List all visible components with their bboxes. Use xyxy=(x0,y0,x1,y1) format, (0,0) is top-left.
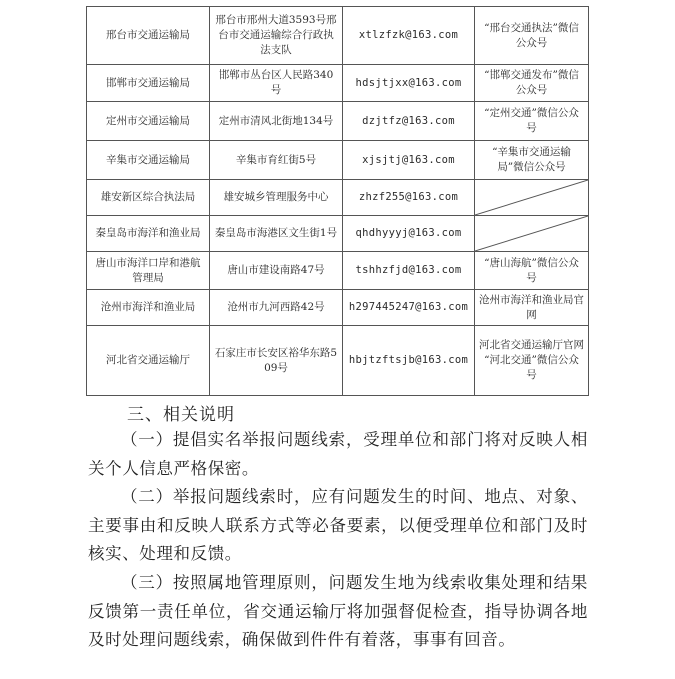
empty-slashed-cell xyxy=(475,216,589,252)
channel-cell: “邯郸交通发布”微信公众号 xyxy=(475,65,589,102)
paragraph-2: （二）举报问题线索时，应有问题发生的时间、地点、对象、主要事由和反映人联系方式等必备要素，以便受理单位和部门及时核实、处理和反馈。 xyxy=(88,487,588,563)
agency-cell: 沧州市海洋和渔业局 xyxy=(87,290,210,326)
email-cell: dzjtfz@163.com xyxy=(343,102,475,141)
agency-cell: 秦皇岛市海洋和渔业局 xyxy=(87,216,210,252)
empty-slashed-cell xyxy=(475,180,589,216)
table-row xyxy=(87,7,589,65)
diagonal-slash xyxy=(475,180,588,215)
address-cell: 辛集市育红街5号 xyxy=(210,141,343,180)
table-row xyxy=(87,65,589,102)
address-cell: 秦皇岛市海港区文生街1号 xyxy=(210,216,343,252)
paragraph-3: （三）按照属地管理原则，问题发生地为线索收集处理和结果反馈第一责任单位，省交通运输厅将加强督促检查，指导协调各地及时处理问题线索，确保做到件件有着落，事事有回音。 xyxy=(88,573,588,649)
email-cell: xtlzfzk@163.com xyxy=(343,7,475,65)
table-row xyxy=(87,290,589,326)
paragraph-1: （一）提倡实名举报问题线索，受理单位和部门将对反映人相关个人信息严格保密。 xyxy=(88,430,588,478)
email-cell: tshhzfjd@163.com xyxy=(343,252,475,290)
agency-cell: 定州市交通运输局 xyxy=(87,102,210,141)
agency-cell: 唐山市海洋口岸和港航管理局 xyxy=(87,252,210,290)
email-cell: hbjtzftsjb@163.com xyxy=(343,326,475,396)
address-cell: 邢台市邢州大道3593号邢台市交通运输综合行政执法支队 xyxy=(210,7,343,65)
agency-cell: 邯郸市交通运输局 xyxy=(87,65,210,102)
table-row xyxy=(87,141,589,180)
address-cell: 雄安城乡管理服务中心 xyxy=(210,180,343,216)
diagonal-slash xyxy=(475,216,588,251)
channel-cell: 河北省交通运输厅官网 “河北交通”微信公众号 xyxy=(475,326,589,396)
agency-cell: 邢台市交通运输局 xyxy=(87,7,210,65)
agency-cell: 河北省交通运输厅 xyxy=(87,326,210,396)
section-heading: 三、相关说明 xyxy=(127,405,235,425)
email-cell: xjsjtj@163.com xyxy=(343,141,475,180)
address-cell: 沧州市九河西路42号 xyxy=(210,290,343,326)
email-cell: qhdhyyyj@163.com xyxy=(343,216,475,252)
channel-cell: “唐山海航”微信公众号 xyxy=(475,252,589,290)
channel-cell: “邢台交通执法”微信公众号 xyxy=(475,7,589,65)
email-cell: hdsjtjxx@163.com xyxy=(343,65,475,102)
table-row xyxy=(87,102,589,141)
email-cell: h297445247@163.com xyxy=(343,290,475,326)
table-row xyxy=(87,326,589,396)
email-cell: zhzf255@163.com xyxy=(343,180,475,216)
agency-cell: 辛集市交通运输局 xyxy=(87,141,210,180)
contact-table xyxy=(86,6,589,396)
table-row xyxy=(87,180,589,216)
address-cell: 唐山市建设南路47号 xyxy=(210,252,343,290)
address-cell: 石家庄市长安区裕华东路509号 xyxy=(210,326,343,396)
table-row xyxy=(87,252,589,290)
agency-cell: 雄安新区综合执法局 xyxy=(87,180,210,216)
address-cell: 定州市清风北街地134号 xyxy=(210,102,343,141)
channel-cell: “定州交通”微信公众号 xyxy=(475,102,589,141)
table-row xyxy=(87,216,589,252)
channel-cell: “辛集市交通运输局”微信公众号 xyxy=(475,141,589,180)
channel-cell: 沧州市海洋和渔业局官网 xyxy=(475,290,589,326)
address-cell: 邯郸市丛台区人民路340号 xyxy=(210,65,343,102)
